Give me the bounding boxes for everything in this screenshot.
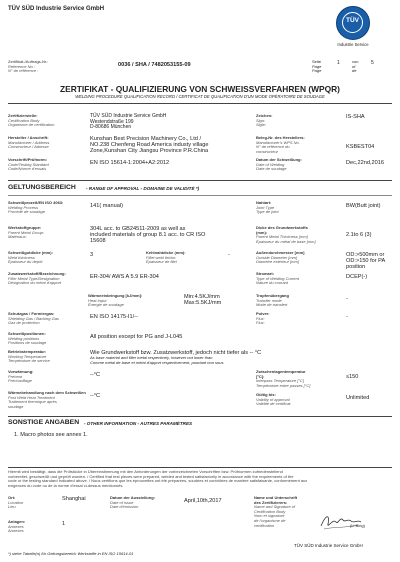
wps-labels: Beleg-Nr. des Herstellers: Manufacturer's WPS No. N° de référence du constructeur: [256, 135, 305, 154]
other-subheading: - OTHER INFORMATION - AUTRES PARAMÈTRES: [84, 421, 193, 426]
working-temp-text: Wie Grundwerkstoff bzw. Zusatzwerkstoff, jedoch nicht tiefer als -- °C As base material and filler metal respectively, however not lower than Comme métal de base et métal d'apport respectivement, pourtant non sous: [90, 350, 262, 365]
joint-value: BW(Butt joint): [346, 203, 381, 209]
location-labels: Ort: Location Lieu: [8, 495, 24, 510]
wps-number: KSBEST04: [346, 144, 375, 150]
interpass-labels: Zwischenlagentemperatur [°C]: Interpass Temperature [°C] Température entre passes [°C]: [256, 369, 311, 388]
joint-labels: Nahtart: Joint Type Type de joint: [256, 200, 279, 215]
sign-labels: Zeichen: Sign: Sigle:: [256, 113, 273, 128]
annex-labels: Anlagen: Annexes Annexes: [8, 519, 26, 534]
logo-caption: Industrie Service: [337, 42, 369, 47]
range-heading: GELTUNGSBEREICH: [8, 184, 76, 191]
transfer-labels: Tropfenübergang Transfer mode Mode de transfert: [256, 293, 289, 308]
fillet-labels: Kehlnahtdicke (mm): Fillet weld thickn. Épaisseur de filet: [146, 250, 186, 265]
weld-thickness-value: 3: [90, 252, 94, 258]
footer-org: TÜV SÜD Industrie Service GmbH: [294, 543, 363, 548]
current-labels: Stromart: Type of Welding Current Nature du courant: [256, 271, 299, 286]
other-heading: SONSTIGE ANGABEN: [8, 419, 80, 426]
signature-image: [318, 510, 364, 532]
location-value: Shanghai: [62, 496, 86, 502]
certification-statement: Hiermit wird bestätigt, dass die Prüfstücke in Übereinstimmung mit den Anforderungen der vorbezeichneten Vorschriften bzw. Prüfnormen zufriedenstellend vorbereitet, geschweißt und geprüft wurden. / Certified that test pieces were prepared, welded and tested satisfactorily in accordance with the requirements of the code or the testing standard indicated above. / Nous certifions que les éprouvettes ont été préparées, soudées et contrôlées de manière satisfaisante, conformément aux exigences du code ou de la norme d'essai ci-dessus mentionnés.: [8, 469, 308, 488]
footnote: *) siehe Tabelle(n) für Geltungsbereich Werkstoffe in EN ISO 15614-01: [8, 551, 134, 556]
ref-labels: Zertifikat-/Auftrags-Nr.: Reference No.: N° de référence :: [8, 59, 49, 74]
page-labels: Seite Page Page: [312, 59, 322, 74]
fillet-value: -: [228, 252, 230, 258]
pwht-value: --°C: [90, 393, 101, 399]
code-labels: Vorschrift/Prüfnorm: Code/Testing Standard Code/Norme d'essais: [8, 157, 49, 172]
cert-body-value: TÜV SÜD Industrie Service GmbH Westendstraße 199 D-80686 München: [90, 113, 167, 131]
heat-value: Min:4.5KJ/mm Max:5.5KJ/mm: [184, 294, 222, 307]
gas-labels: Schutzgas / Formiergas: Shielding Gas / Backing Gas Gaz de protection: [8, 311, 59, 326]
page-number: 1: [337, 60, 340, 66]
validity-labels: Gültig bis: Validity of approval Validité de certificat: [256, 392, 291, 407]
process-value: 141( manual): [90, 203, 123, 209]
header-org: TÜV SÜD Industrie Service GmbH: [8, 6, 105, 12]
positions-value: All position except for PG and J-L045: [90, 334, 183, 340]
document-title: ZERTIFIKAT - QUALIFIZIERUNG VON SCHWEISSVERFAHREN (WPQR): [60, 84, 340, 94]
flux-value: -: [346, 314, 348, 320]
of-labels: von of de: [352, 59, 359, 74]
divider: [8, 103, 392, 104]
divider: [8, 195, 392, 196]
preheat-labels: Vorwärmung: Preheat Préchauffage: [8, 369, 34, 384]
tuv-logo: TÜV: [336, 6, 370, 40]
transfer-value: -: [346, 296, 348, 302]
pwht-labels: Wärmebehandlung nach dem Schweißen Post Weld Heat Treatment Traitement thermique après soudage: [8, 390, 86, 409]
material-value: 304L acc. to GB24511-2009 as well as included materials of group 8.1 acc. to CR ISO 15608: [90, 226, 206, 245]
working-temp-labels: Betriebstemperatur: Working Temperature Température de service: [8, 349, 50, 364]
process-labels: Schweißprozeß/EN ISO 4063: Welding Process Procédé de soudage: [8, 200, 64, 215]
thickness-labels: Dicke des Grundwerkstoffs (mm): Parent Metal Thickness [mm] Épaisseur du métal de base [mm]: [256, 225, 316, 244]
other-note: 1. Macro photos see annex 1.: [14, 432, 88, 438]
signatory-name: (Li Bing): [350, 523, 365, 528]
interpass-value: ≤150: [346, 374, 359, 380]
divider: [8, 416, 392, 417]
sign-value: IS-SHA: [346, 114, 365, 120]
range-subheading: - RANGE OF APPROVAL - DOMAINE DE VALIDITÉ *): [86, 186, 200, 191]
material-labels: Werkstoffgruppe: Parent Metal Group: Matériaux:: [8, 225, 45, 240]
manufacturer-labels: Hersteller / Anschrift: Manufacturer / Address Constructeur / Adresse: [8, 135, 50, 150]
heat-labels: Wärmeeinbringung [kJ/mm]: Heat Input Énergie de soudage: [88, 293, 143, 308]
welding-date-value: Dec,22nd,2016: [346, 160, 384, 166]
flux-labels: Pulver: Flux: Flux:: [256, 311, 270, 326]
cert-body-labels: Zertifizierstelle: Certification Body Organisme de certification: [8, 113, 55, 128]
positions-labels: Schweißpositionen: Welding positions Positions de soudage: [8, 331, 47, 346]
signatory-labels: Name und Unterschrift des Zertifizierers: Name and Signature of Certification Body Nom et signature de l'organisme de certification: [254, 495, 298, 528]
document-subtitle: WELDING PROCEDURE QUALIFICATION RECORD / CERTIFICAT DE QUALIFICATION D'UN MODE OPÉRATOIRE DE SOUDAGE: [75, 94, 325, 99]
filler-value: ER-304/ AWS A 5.9 ER-304: [90, 274, 159, 280]
divider: [8, 180, 392, 181]
diameter-labels: Außendurchmesser [mm] Outside Diameter [mm] Diamètre extérieur [mm]: [256, 250, 305, 265]
manufacturer-value: Kunshan Best Precision Machinery Co., Ltd / NO.238 Chenfeng Road America industy village Zone,Kunshan City Jiangsu Province P.R.China: [90, 136, 209, 155]
issue-date-value: April,10th,2017: [184, 498, 222, 504]
welding-date-labels: Datum der Schweißung: Date of Welding Date de soudage: [256, 157, 302, 172]
issue-date-labels: Datum der Ausstellung: Date of issue Date d'émission: [110, 495, 155, 510]
validity-value: Unlimited: [346, 395, 370, 401]
current-value: DCEP(-): [346, 274, 368, 280]
weld-thickness-labels: Schweißgutdicke (mm): Weld thickness Épaisseur du dépôt: [8, 250, 53, 265]
page-total: 5: [371, 60, 374, 66]
diameter-value: OD:>500mm or OD:>150 for PA position: [346, 252, 386, 271]
gas-value: EN ISO 14175-I1/--: [90, 314, 138, 320]
code-value: EN ISO 15614-1:2004+A2:2012: [90, 160, 170, 166]
thickness-value: 2.1to 6 (3): [346, 232, 372, 238]
divider: [8, 467, 392, 468]
reference-number: 0036 / SHA / 7482053155-09: [118, 62, 191, 68]
annex-count: 1: [62, 521, 66, 527]
preheat-value: --°C: [90, 372, 101, 378]
filler-labels: Zusatzwerkstoff/Bezeichnung: Filler Metal Type/Designation Désignation du métal d'apport: [8, 271, 66, 286]
